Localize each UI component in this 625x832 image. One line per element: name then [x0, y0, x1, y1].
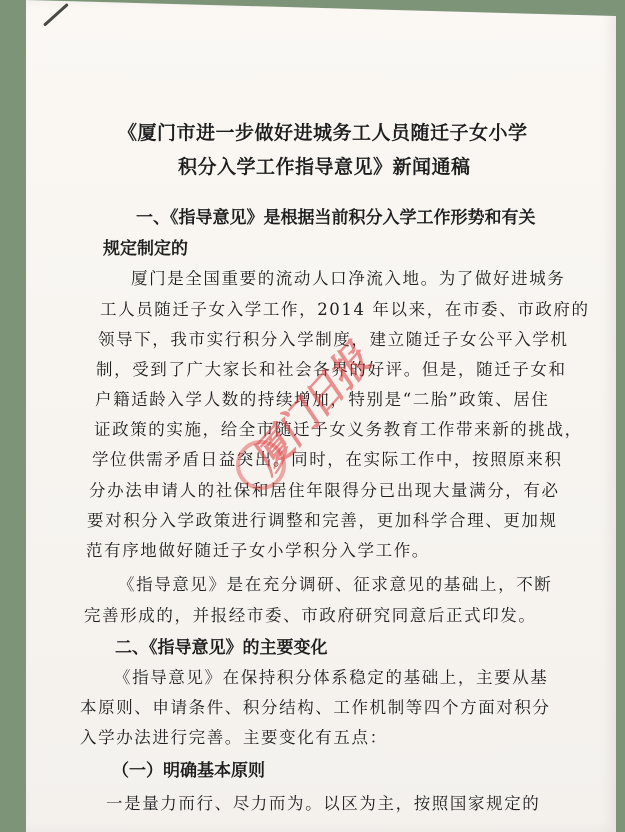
- document-title-line1: 《厦门市进一步做好进城务工人员随迁子女小学: [118, 122, 528, 144]
- para1-line: 户籍适龄入学人数的持续增加，特别是“二胎”政策、居住: [95, 390, 550, 409]
- subsection1-heading: （一）明确基本原则: [112, 761, 265, 781]
- para1-line: 工人员随迁子女入学工作，2014 年以来，在市委、市政府的: [100, 300, 590, 319]
- section1-heading-line1: 一、《指导意见》是根据当前积分入学工作形势和有关: [136, 208, 536, 228]
- para1-line: 要对积分入学政策进行调整和完善，更加科学合理、更加规: [87, 511, 558, 530]
- para1-line: 领导下，我市实行积分入学制度，建立随迁子女公平入学机: [98, 330, 569, 349]
- document-title-line2: 积分入学工作指导意见》新闻通稿: [178, 156, 471, 178]
- para3-line: 入学办法进行完善。主要变化有五点：: [80, 728, 388, 747]
- para1-line: 制，受到了广大家长和社会各界的好评。但是，随迁子女和: [96, 360, 567, 379]
- para1-line: 学位供需矛盾日益突出。同时，在实际工作中，按照原来积: [92, 450, 563, 469]
- para1-line: 厦门是全国重要的流动人口净流入地。为了做好进城务: [131, 269, 566, 288]
- para1-line: 分办法申请人的社保和居住年限得分已出现大量满分，有必: [89, 481, 560, 500]
- watermark-text: 厦门日报: [242, 338, 379, 483]
- para4-line: 一是量力而行、尽力而为。以区为主，按照国家规定的: [106, 794, 541, 813]
- para2-line: 完善形成的，并报经市委、市政府研究同意后正式印发。: [84, 606, 537, 625]
- para1-line: 证政策的实施，给全市随迁子女义务教育工作带来新的挑战，: [94, 420, 583, 439]
- para1-line: 范有序地做好随迁子女小学积分入学工作。: [86, 541, 430, 560]
- para3-line: 《指导意见》在保持积分体系稳定的基础上，主要从基: [114, 668, 549, 687]
- section1-heading-line2: 规定制定的: [103, 239, 188, 259]
- section2-heading: 二、《指导意见》的主要变化: [115, 638, 328, 658]
- para2-line: 《指导意见》是在充分调研、征求意见的基础上，不断: [118, 575, 553, 594]
- para3-line: 本原则、申请条件、积分结构、工作机制等四个方面对积分: [80, 698, 551, 717]
